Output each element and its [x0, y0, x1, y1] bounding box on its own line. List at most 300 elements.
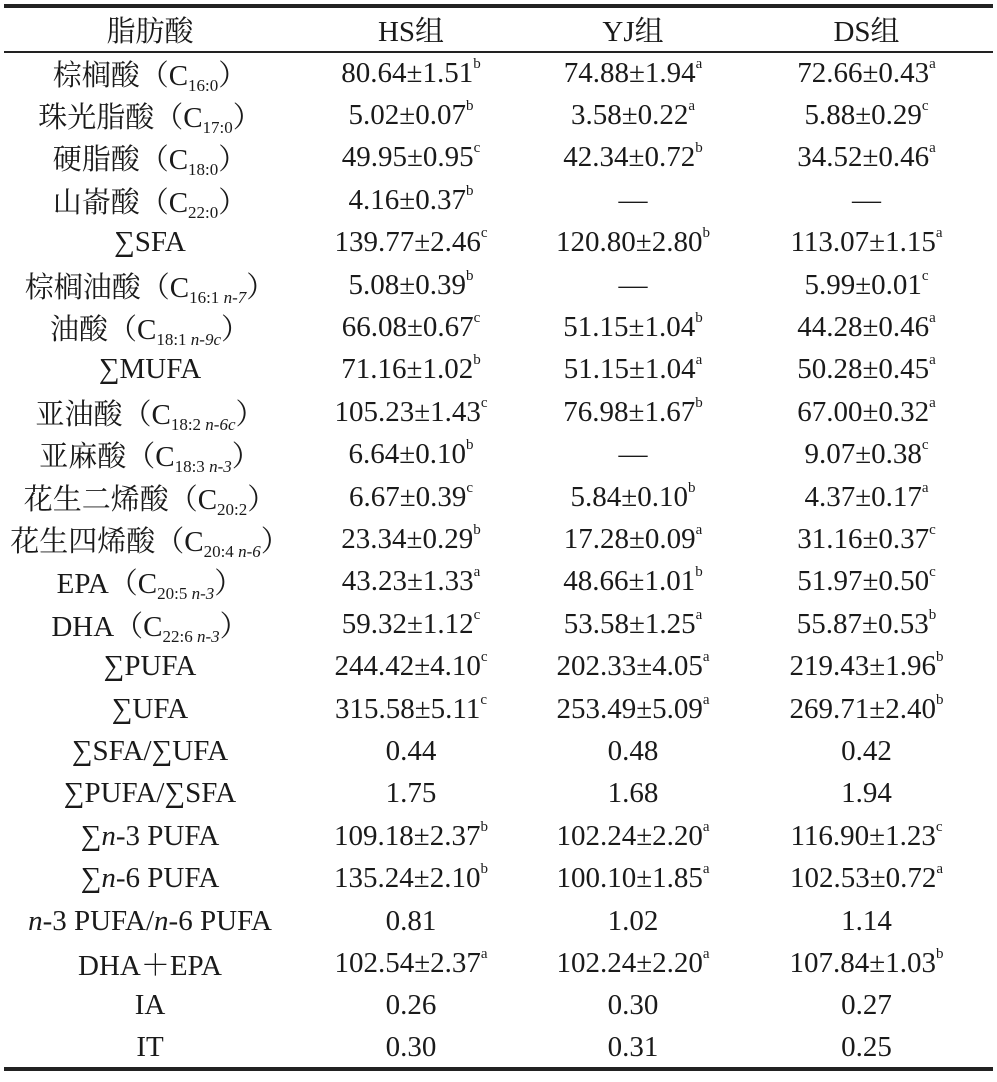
ds-value-cell — [740, 730, 993, 772]
ds-value-cell — [740, 815, 993, 857]
hs-value-cell — [296, 306, 526, 348]
significance-letter: b — [695, 310, 703, 327]
carbon-count: 20:5 — [157, 584, 192, 604]
significance-letter: c — [466, 479, 474, 496]
mean-sd-value: 49.95±0.95 — [341, 141, 474, 174]
significance-letter: c — [935, 818, 943, 835]
fatty-acid-label: ∑n-6 PUFA — [80, 862, 220, 895]
mean-sd-value: 202.33±4.05 — [556, 650, 703, 683]
significance-letter: c — [473, 140, 481, 157]
yj-value-cell — [526, 645, 740, 687]
fatty-acid-label: ∑PUFA — [103, 650, 197, 683]
mean-sd-value: 0.25 — [841, 1030, 892, 1063]
hs-value-cell — [296, 730, 526, 772]
fatty-acid-name — [4, 603, 296, 645]
mean-sd-value: 5.08±0.39 — [348, 268, 466, 301]
significance-letter: a — [929, 140, 936, 157]
fatty-acid-label: 油酸（C — [49, 314, 157, 347]
table-row — [4, 222, 993, 264]
fatty-acid-label: 棕榈油酸（C — [24, 271, 190, 304]
ds-value-cell — [740, 900, 993, 942]
close-paren: ） — [218, 186, 248, 219]
ds-value-cell — [740, 222, 993, 264]
fatty-acid-name — [4, 94, 296, 136]
carbon-subscript — [188, 160, 218, 179]
mean-sd-value: 55.87±0.53 — [796, 607, 929, 640]
yj-value-cell — [526, 434, 740, 476]
hs-value-cell — [296, 773, 526, 815]
mean-sd-value: 0.31 — [607, 1030, 659, 1063]
table-row — [4, 857, 993, 899]
mean-sd-value: 6.64±0.10 — [348, 438, 466, 471]
table-body — [4, 52, 993, 1069]
significance-letter: a — [921, 479, 929, 496]
yj-value-cell — [526, 52, 740, 94]
mean-sd-value: — — [618, 268, 648, 301]
significance-letter: a — [936, 861, 944, 878]
mean-sd-value: — — [618, 438, 648, 471]
mean-sd-value: 5.99±0.01 — [804, 268, 922, 301]
mean-sd-value: 102.24±2.20 — [556, 946, 703, 979]
carbon-count: 18:0 — [188, 160, 219, 180]
fatty-acid-label: 珠光脂酸（C — [38, 102, 203, 135]
yj-value-cell — [526, 222, 740, 264]
ds-value-cell — [740, 857, 993, 899]
ds-value-cell — [740, 434, 993, 476]
significance-letter: b — [465, 437, 474, 454]
yj-value-cell — [526, 306, 740, 348]
mean-sd-value: 0.30 — [607, 989, 659, 1022]
carbon-count: 17:0 — [202, 118, 233, 138]
table-row — [4, 94, 993, 136]
hs-value-cell — [296, 561, 526, 603]
significance-letter: a — [702, 649, 710, 666]
carbon-subscript — [188, 76, 218, 95]
fatty-acid-label: 亚麻酸（C — [39, 441, 175, 474]
significance-letter: b — [702, 225, 710, 242]
yj-value-cell — [526, 1027, 740, 1069]
header-hs-group: HS组 — [296, 6, 526, 52]
carbon-subscript — [171, 415, 236, 434]
mean-sd-value: 113.07±1.15 — [790, 226, 936, 259]
ds-value-cell — [740, 942, 993, 984]
significance-letter: c — [921, 437, 929, 454]
table-row — [4, 434, 993, 476]
yj-value-cell — [526, 561, 740, 603]
yj-value-cell — [526, 518, 740, 560]
yj-value-cell — [526, 137, 740, 179]
mean-sd-value: 107.84±1.03 — [789, 946, 936, 979]
significance-letter: a — [695, 352, 703, 369]
ds-value-cell — [740, 645, 993, 687]
mean-sd-value: 80.64±1.51 — [341, 57, 474, 90]
fatty-acid-label: 山嵛酸（C — [52, 186, 189, 219]
mean-sd-value: 59.32±1.12 — [341, 607, 474, 640]
mean-sd-value: 34.52±0.46 — [797, 141, 930, 174]
close-paren: ） — [214, 568, 244, 601]
close-paren: ） — [219, 610, 249, 643]
hs-value-cell — [296, 349, 526, 391]
fatty-acid-name — [4, 688, 296, 730]
omega-position: n-9c — [190, 330, 222, 350]
mean-sd-value: — — [618, 183, 648, 216]
fatty-acid-label: DHA＋EPA — [78, 949, 222, 982]
fatty-acid-name — [4, 900, 296, 942]
mean-sd-value: 1.68 — [607, 777, 659, 810]
fatty-acid-label: IA — [134, 989, 166, 1022]
carbon-subscript — [189, 288, 246, 307]
significance-letter: b — [473, 56, 481, 73]
ds-value-cell — [740, 306, 993, 348]
close-paren: ） — [260, 525, 290, 558]
significance-letter: a — [935, 225, 943, 242]
yj-value-cell — [526, 900, 740, 942]
fatty-acid-label: 花生二烯酸（C — [23, 483, 218, 516]
close-paren: ） — [235, 398, 265, 431]
significance-letter: c — [480, 649, 488, 666]
ds-value-cell — [740, 688, 993, 730]
fatty-acid-label: n-3 PUFA/n-6 PUFA — [28, 904, 272, 937]
yj-value-cell — [526, 730, 740, 772]
significance-letter: a — [702, 861, 710, 878]
table-row — [4, 137, 993, 179]
mean-sd-value: 0.42 — [841, 734, 892, 767]
significance-letter: a — [695, 56, 703, 73]
hs-value-cell — [296, 815, 526, 857]
fatty-acid-name — [4, 52, 296, 94]
significance-letter: a — [929, 310, 936, 327]
fatty-acid-name — [4, 942, 296, 984]
mean-sd-value: 6.67±0.39 — [348, 480, 467, 513]
hs-value-cell — [296, 857, 526, 899]
mean-sd-value: 5.02±0.07 — [348, 99, 466, 132]
hs-value-cell — [296, 222, 526, 264]
carbon-subscript — [217, 500, 247, 519]
significance-letter: a — [688, 98, 696, 115]
table-row — [4, 603, 993, 645]
hs-value-cell — [296, 900, 526, 942]
italic-n: n — [154, 904, 169, 937]
header-row — [4, 6, 993, 52]
mean-sd-value: 1.75 — [385, 777, 437, 810]
carbon-subscript — [163, 627, 220, 646]
table-row — [4, 730, 993, 772]
ds-value-cell — [740, 52, 993, 94]
hs-value-cell — [296, 52, 526, 94]
significance-letter: c — [929, 521, 936, 538]
hs-value-cell — [296, 434, 526, 476]
mean-sd-value: 51.15±1.04 — [563, 311, 696, 344]
fatty-acid-name — [4, 645, 296, 687]
yj-value-cell — [526, 857, 740, 899]
close-paren: ） — [231, 441, 261, 474]
carbon-count: 20:2 — [217, 499, 248, 519]
ds-value-cell — [740, 137, 993, 179]
carbon-subscript — [157, 584, 214, 603]
close-paren: ） — [232, 102, 262, 135]
hs-value-cell — [296, 985, 526, 1027]
mean-sd-value: 0.44 — [385, 734, 437, 767]
mean-sd-value: 1.94 — [841, 777, 892, 810]
mean-sd-value: 53.58±1.25 — [563, 607, 696, 640]
omega-position: n-6c — [205, 414, 236, 434]
hs-value-cell — [296, 391, 526, 433]
significance-letter: c — [473, 606, 481, 623]
fatty-acid-name — [4, 476, 296, 518]
table-row — [4, 518, 993, 560]
carbon-count: 18:1 — [156, 330, 191, 350]
ds-value-cell — [740, 264, 993, 306]
mean-sd-value: 17.28±0.09 — [563, 522, 696, 555]
mean-sd-value: 102.24±2.20 — [556, 819, 703, 852]
fatty-acid-name — [4, 985, 296, 1027]
significance-letter: a — [695, 606, 703, 623]
yj-value-cell — [526, 815, 740, 857]
table-row — [4, 52, 993, 94]
mean-sd-value: 4.37±0.17 — [804, 480, 922, 513]
mean-sd-value: — — [852, 183, 881, 216]
yj-value-cell — [526, 942, 740, 984]
header-fatty-acid: 脂肪酸 — [4, 6, 296, 52]
table-row — [4, 900, 993, 942]
mean-sd-value: 67.00±0.32 — [797, 395, 930, 428]
mean-sd-value: 105.23±1.43 — [334, 395, 481, 428]
mean-sd-value: 50.28±0.45 — [797, 353, 930, 386]
mean-sd-value: 51.97±0.50 — [797, 565, 930, 598]
close-paren: ） — [246, 271, 276, 304]
ds-value-cell — [740, 476, 993, 518]
carbon-subscript — [204, 542, 261, 561]
table-row — [4, 476, 993, 518]
yj-value-cell — [526, 179, 740, 221]
mean-sd-value: 315.58±5.11 — [334, 692, 481, 725]
significance-letter: c — [480, 394, 488, 411]
mean-sd-value: 139.77±2.46 — [334, 226, 481, 259]
omega-position: n-7 — [223, 287, 247, 307]
fatty-acid-name — [4, 179, 296, 221]
fatty-acid-name — [4, 306, 296, 348]
table-row — [4, 179, 993, 221]
significance-letter: b — [695, 564, 703, 581]
close-paren: ） — [218, 60, 248, 93]
significance-letter: b — [473, 521, 481, 538]
ds-value-cell — [740, 518, 993, 560]
fatty-acid-name — [4, 857, 296, 899]
hs-value-cell — [296, 688, 526, 730]
fatty-acid-label: ∑MUFA — [98, 353, 202, 386]
fatty-acid-label: ∑PUFA/∑SFA — [63, 777, 237, 810]
fatty-acid-name — [4, 391, 296, 433]
significance-letter: b — [935, 945, 944, 962]
fatty-acid-label: 花生四烯酸（C — [10, 525, 204, 558]
yj-value-cell — [526, 688, 740, 730]
yj-value-cell — [526, 985, 740, 1027]
significance-letter: c — [480, 225, 488, 242]
table-row — [4, 306, 993, 348]
fatty-acid-name — [4, 561, 296, 603]
significance-letter: b — [935, 691, 944, 708]
mean-sd-value: 219.43±1.96 — [789, 650, 936, 683]
ds-value-cell — [740, 603, 993, 645]
mean-sd-value: 0.48 — [607, 734, 659, 767]
hs-value-cell — [296, 1027, 526, 1069]
significance-letter: b — [473, 352, 481, 369]
ds-value-cell — [740, 985, 993, 1027]
fatty-acid-label: DHA（C — [51, 610, 163, 643]
fatty-acid-label: IT — [136, 1030, 164, 1063]
significance-letter: a — [702, 945, 710, 962]
mean-sd-value: 102.53±0.72 — [789, 862, 937, 895]
mean-sd-value: 0.30 — [385, 1030, 437, 1063]
ds-value-cell — [740, 1027, 993, 1069]
omega-position: n-3 — [191, 584, 215, 604]
fatty-acid-name — [4, 815, 296, 857]
mean-sd-value: 72.66±0.43 — [797, 57, 930, 90]
ds-value-cell — [740, 561, 993, 603]
hs-value-cell — [296, 476, 526, 518]
mean-sd-value: 135.24±2.10 — [334, 862, 481, 895]
significance-letter: a — [695, 521, 703, 538]
table-row — [4, 942, 993, 984]
fatty-acid-name — [4, 264, 296, 306]
ds-value-cell — [740, 349, 993, 391]
fatty-acid-name — [4, 773, 296, 815]
mean-sd-value: 102.54±2.37 — [334, 946, 481, 979]
table-row — [4, 985, 993, 1027]
mean-sd-value: 116.90±1.23 — [790, 819, 936, 852]
significance-letter: b — [695, 140, 703, 157]
mean-sd-value: 76.98±1.67 — [563, 395, 696, 428]
carbon-subscript — [175, 457, 232, 476]
hs-value-cell — [296, 137, 526, 179]
significance-letter: a — [480, 945, 488, 962]
mean-sd-value: 9.07±0.38 — [804, 438, 922, 471]
yj-value-cell — [526, 349, 740, 391]
fatty-acid-name — [4, 730, 296, 772]
mean-sd-value: 71.16±1.02 — [341, 353, 474, 386]
hs-value-cell — [296, 264, 526, 306]
mean-sd-value: 0.27 — [841, 989, 892, 1022]
significance-letter: b — [465, 182, 474, 199]
significance-letter: c — [929, 564, 936, 581]
significance-letter: b — [687, 479, 696, 496]
carbon-subscript — [203, 118, 233, 137]
significance-letter: a — [473, 564, 481, 581]
significance-letter: a — [929, 56, 936, 73]
mean-sd-value: 5.84±0.10 — [570, 480, 688, 513]
table-row — [4, 349, 993, 391]
italic-n: n — [101, 819, 116, 852]
table-row — [4, 264, 993, 306]
fatty-acid-label: 棕榈酸（C — [52, 60, 189, 93]
ds-value-cell — [740, 179, 993, 221]
carbon-count: 22:6 — [162, 626, 197, 646]
significance-letter: b — [465, 267, 474, 284]
ds-value-cell — [740, 391, 993, 433]
mean-sd-value: 3.58±0.22 — [570, 99, 689, 132]
mean-sd-value: 0.26 — [385, 989, 437, 1022]
mean-sd-value: 43.23±1.33 — [341, 565, 474, 598]
mean-sd-value: 244.42±4.10 — [334, 650, 481, 683]
carbon-count: 18:3 — [174, 457, 210, 477]
fatty-acid-name — [4, 434, 296, 476]
header-ds-group: DS组 — [740, 6, 993, 52]
hs-value-cell — [296, 942, 526, 984]
significance-letter: b — [928, 606, 937, 623]
hs-value-cell — [296, 645, 526, 687]
significance-letter: c — [473, 310, 481, 327]
omega-position: n-6 — [238, 541, 261, 561]
fatty-acid-name — [4, 1027, 296, 1069]
mean-sd-value: 5.88±0.29 — [804, 99, 922, 132]
significance-letter: b — [480, 818, 488, 835]
significance-letter: a — [702, 818, 710, 835]
table-row — [4, 561, 993, 603]
mean-sd-value: 4.16±0.37 — [348, 183, 466, 216]
mean-sd-value: 100.10±1.85 — [556, 862, 703, 895]
carbon-count: 18:2 — [170, 414, 206, 434]
fatty-acid-name — [4, 222, 296, 264]
italic-n: n — [28, 904, 43, 937]
fatty-acid-label: ∑UFA — [111, 692, 189, 725]
significance-letter: c — [921, 98, 929, 115]
mean-sd-value: 23.34±0.29 — [341, 522, 474, 555]
yj-value-cell — [526, 773, 740, 815]
mean-sd-value: 66.08±0.67 — [341, 311, 474, 344]
omega-position: n-3 — [196, 626, 220, 646]
fatty-acid-label: 亚油酸（C — [35, 398, 171, 431]
significance-letter: b — [465, 98, 474, 115]
yj-value-cell — [526, 94, 740, 136]
significance-letter: a — [702, 691, 710, 708]
table-row — [4, 1027, 993, 1069]
mean-sd-value: 48.66±1.01 — [563, 565, 696, 598]
omega-position: n-3 — [209, 457, 232, 477]
fatty-acid-name — [4, 518, 296, 560]
significance-letter: a — [929, 394, 936, 411]
mean-sd-value: 120.80±2.80 — [556, 226, 703, 259]
fatty-acid-label: ∑n-3 PUFA — [80, 819, 220, 852]
significance-letter: c — [921, 267, 929, 284]
mean-sd-value: 44.28±0.46 — [797, 311, 930, 344]
significance-letter: c — [480, 691, 487, 708]
table-row — [4, 391, 993, 433]
close-paren: ） — [221, 314, 251, 347]
mean-sd-value: 31.16±0.37 — [797, 522, 930, 555]
mean-sd-value: 1.02 — [607, 904, 659, 937]
header-yj-group: YJ组 — [526, 6, 740, 52]
yj-value-cell — [526, 391, 740, 433]
fatty-acid-label: EPA（C — [56, 568, 158, 601]
hs-value-cell — [296, 179, 526, 221]
mean-sd-value: 1.14 — [841, 904, 892, 937]
hs-value-cell — [296, 94, 526, 136]
mean-sd-value: 269.71±2.40 — [789, 692, 936, 725]
yj-value-cell — [526, 264, 740, 306]
yj-value-cell — [526, 603, 740, 645]
ds-value-cell — [740, 94, 993, 136]
mean-sd-value: 42.34±0.72 — [563, 141, 696, 174]
table-row — [4, 688, 993, 730]
carbon-count: 16:1 — [189, 287, 224, 307]
carbon-subscript — [188, 203, 218, 222]
close-paren: ） — [247, 483, 277, 516]
significance-letter: b — [695, 394, 703, 411]
fatty-acid-label: 硬脂酸（C — [52, 144, 189, 177]
fatty-acid-label: ∑SFA — [114, 226, 186, 259]
mean-sd-value: 51.15±1.04 — [563, 353, 696, 386]
mean-sd-value: 253.49±5.09 — [556, 692, 703, 725]
